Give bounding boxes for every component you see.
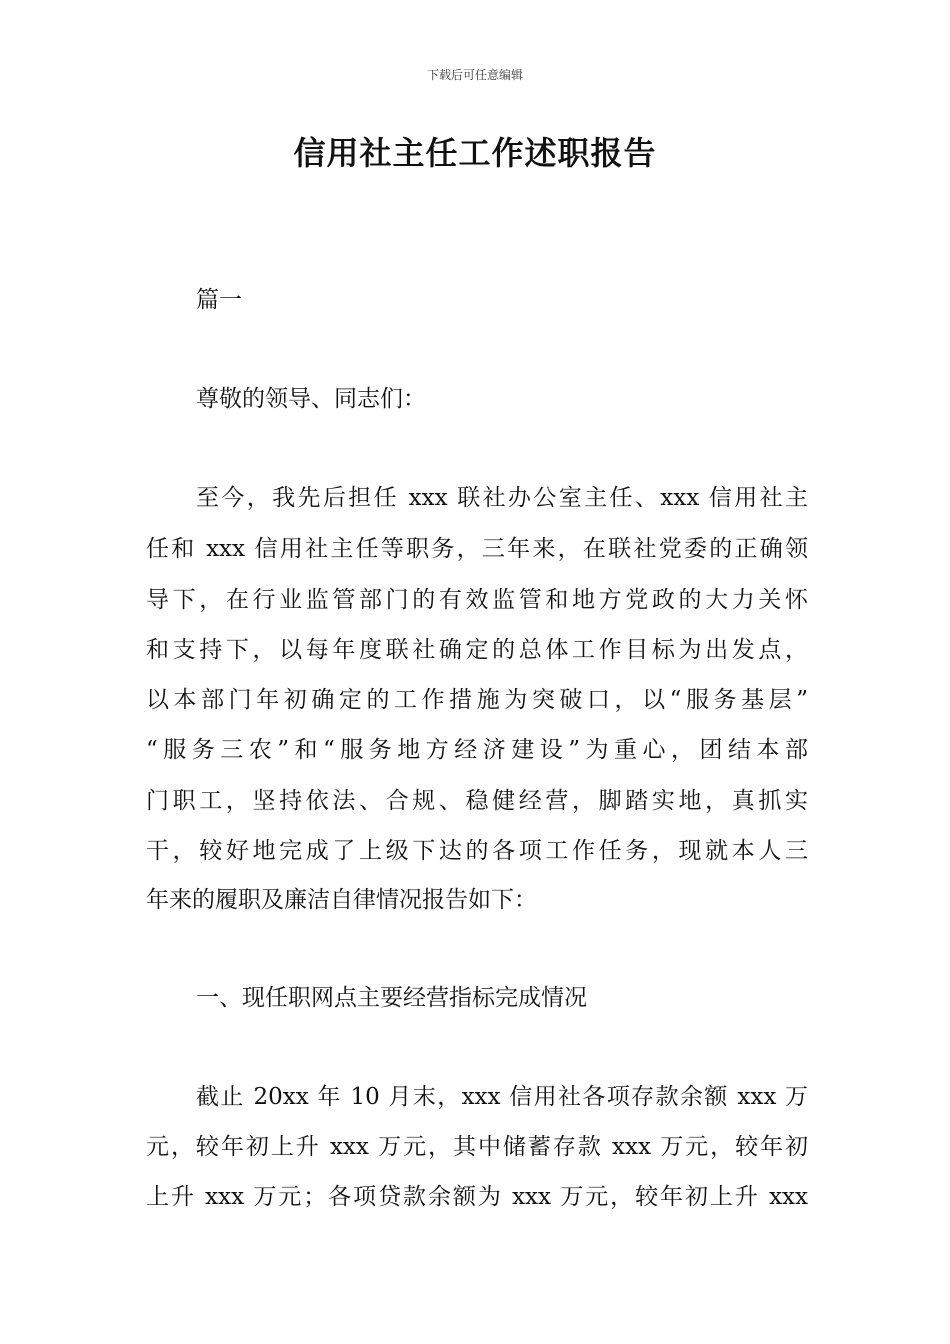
header-note: 下载后可任意编辑 [426,68,523,82]
document-title: 信用社主任工作述职报告 [293,134,657,172]
paragraph-line: 任和 xxx 信用社主任等职务，三年来，在联社党委的正确领 [146,536,808,562]
paragraph-line: 截止 20xx 年 10 月末，xxx 信用社各项存款余额 xxx 万 [196,1084,808,1110]
paragraph-line: “服务三农”和“服务地方经济建设”为重心，团结本部 [146,737,808,763]
paragraph-line: 门职工，坚持依法、合规、稳健经营，脚踏实地，真抓实 [146,788,808,814]
section-label: 篇一 [196,287,242,313]
paragraph-line: 年来的履职及廉洁自律情况报告如下： [146,887,537,913]
paragraph-line: 至今，我先后担任 xxx 联社办公室主任、xxx 信用社主 [196,485,808,511]
paragraph-line: 元，较年初上升 xxx 万元，其中储蓄存款 xxx 万元，较年初 [146,1134,808,1160]
paragraph-line: 上升 xxx 万元；各项贷款余额为 xxx 万元，较年初上升 xxx [146,1184,808,1210]
paragraph-line: 以本部门年初确定的工作措施为突破口，以“服务基层” [146,687,808,713]
paragraph-line: 干，较好地完成了上级下达的各项工作任务，现就本人三 [146,838,808,864]
paragraph-line: 和支持下，以每年度联社确定的总体工作目标为出发点， [146,637,808,663]
paragraph-line: 导下，在行业监管部门的有效监管和地方党政的大力关怀 [146,587,808,613]
salutation: 尊敬的领导、同志们： [196,386,426,412]
section-heading: 一、现任职网点主要经营指标完成情况 [196,985,587,1011]
